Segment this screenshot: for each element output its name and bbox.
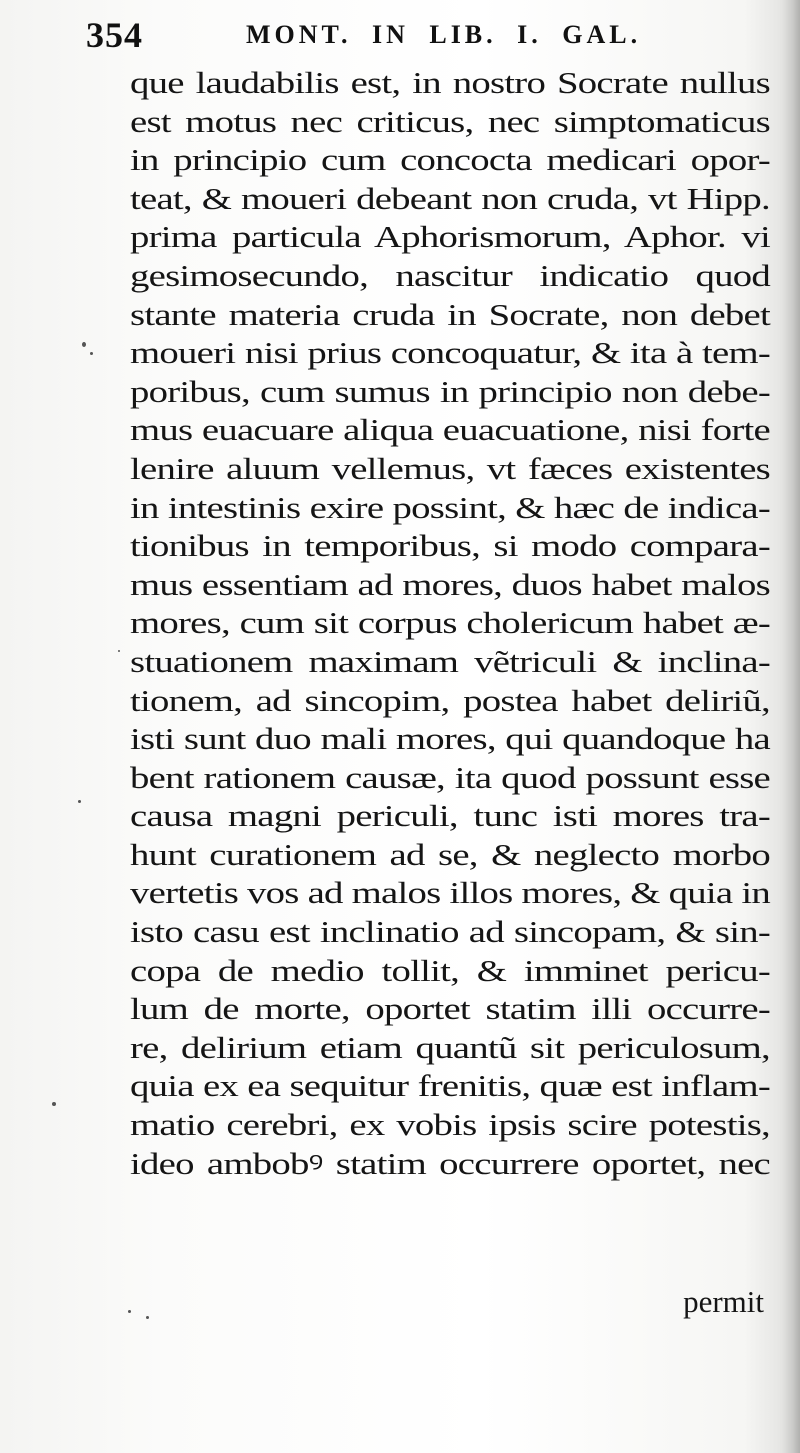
text-line: in principio cum concocta medicari opor- (130, 142, 770, 178)
catchword: permit (683, 1284, 764, 1319)
ink-speck (146, 1316, 149, 1319)
text-line: stuationem maximam vẽtriculi & inclina- (130, 643, 770, 679)
text-line: copa de medio tollit, & imminet pericu- (130, 952, 770, 988)
text-line: isti sunt duo mali mores, qui quandoque ha (130, 721, 770, 757)
text-line: isto casu est inclinatio ad sincopam, & sin- (130, 914, 770, 950)
body-text (130, 64, 770, 1183)
text-line: teat, & moueri debeant non cruda, vt Hipp. (130, 180, 770, 216)
text-line: bent rationem causæ, ita quod possunt esse (130, 759, 770, 795)
text-line: mus essentiam ad mores, duos habet malos (130, 566, 770, 602)
page-number: 354 (86, 15, 143, 55)
text-line: matio cerebri, ex vobis ipsis scire potestis, (130, 1107, 770, 1143)
ink-speck (78, 800, 81, 803)
spine-shadow (782, 0, 800, 1453)
text-line: lum de morte, oportet statim illi occurre- (130, 991, 770, 1027)
text-line: in intestinis exire possint, & hæc de indica- (130, 489, 770, 525)
running-title: MONT. IN LIB. I. GAL. (246, 20, 642, 49)
text-line: mus euacuare aliqua euacuatione, nisi forte (130, 412, 770, 448)
text-line: stante materia cruda in Socrate, non debet (130, 296, 770, 332)
text-line: mores, cum sit corpus cholericum habet æ- (130, 605, 770, 641)
ink-speck (82, 342, 86, 347)
text-line: que laudabilis est, in nostro Socrate nullus (130, 65, 770, 100)
ink-speck (90, 352, 93, 355)
text-line: gesimosecundo, nascitur indicatio quod (130, 257, 770, 293)
ink-speck (52, 1102, 56, 1106)
text-line: moueri nisi prius concoquatur, & ita à tem- (130, 335, 770, 371)
text-line: causa magni periculi, tunc isti mores tra- (130, 798, 770, 834)
text-line: est motus nec criticus, nec simptomaticus (130, 103, 770, 139)
text-line: quia ex ea sequitur frenitis, quæ est inflam- (130, 1068, 770, 1104)
ink-speck (128, 1310, 131, 1313)
running-head (86, 14, 686, 54)
text-line: tionibus in temporibus, si modo compara- (130, 528, 770, 564)
text-line: re, delirium etiam quantũ sit periculosum, (130, 1029, 770, 1065)
text-line: poribus, cum sumus in principio non debe- (130, 373, 770, 409)
text-line: prima particula Aphorismorum, Aphor. vi (130, 219, 770, 255)
text-line: tionem, ad sincopim, postea habet deliriũ, (130, 682, 770, 718)
text-line: hunt curationem ad se, & neglecto morbo (130, 836, 770, 872)
text-line: lenire aluum vellemus, vt fæces existentes (130, 450, 770, 486)
text-line: ideo ambobꝰ statim occurrere oportet, nec (130, 1145, 770, 1181)
text-line: vertetis vos ad malos illos mores, & quia in (130, 875, 770, 911)
ink-speck (118, 650, 120, 652)
